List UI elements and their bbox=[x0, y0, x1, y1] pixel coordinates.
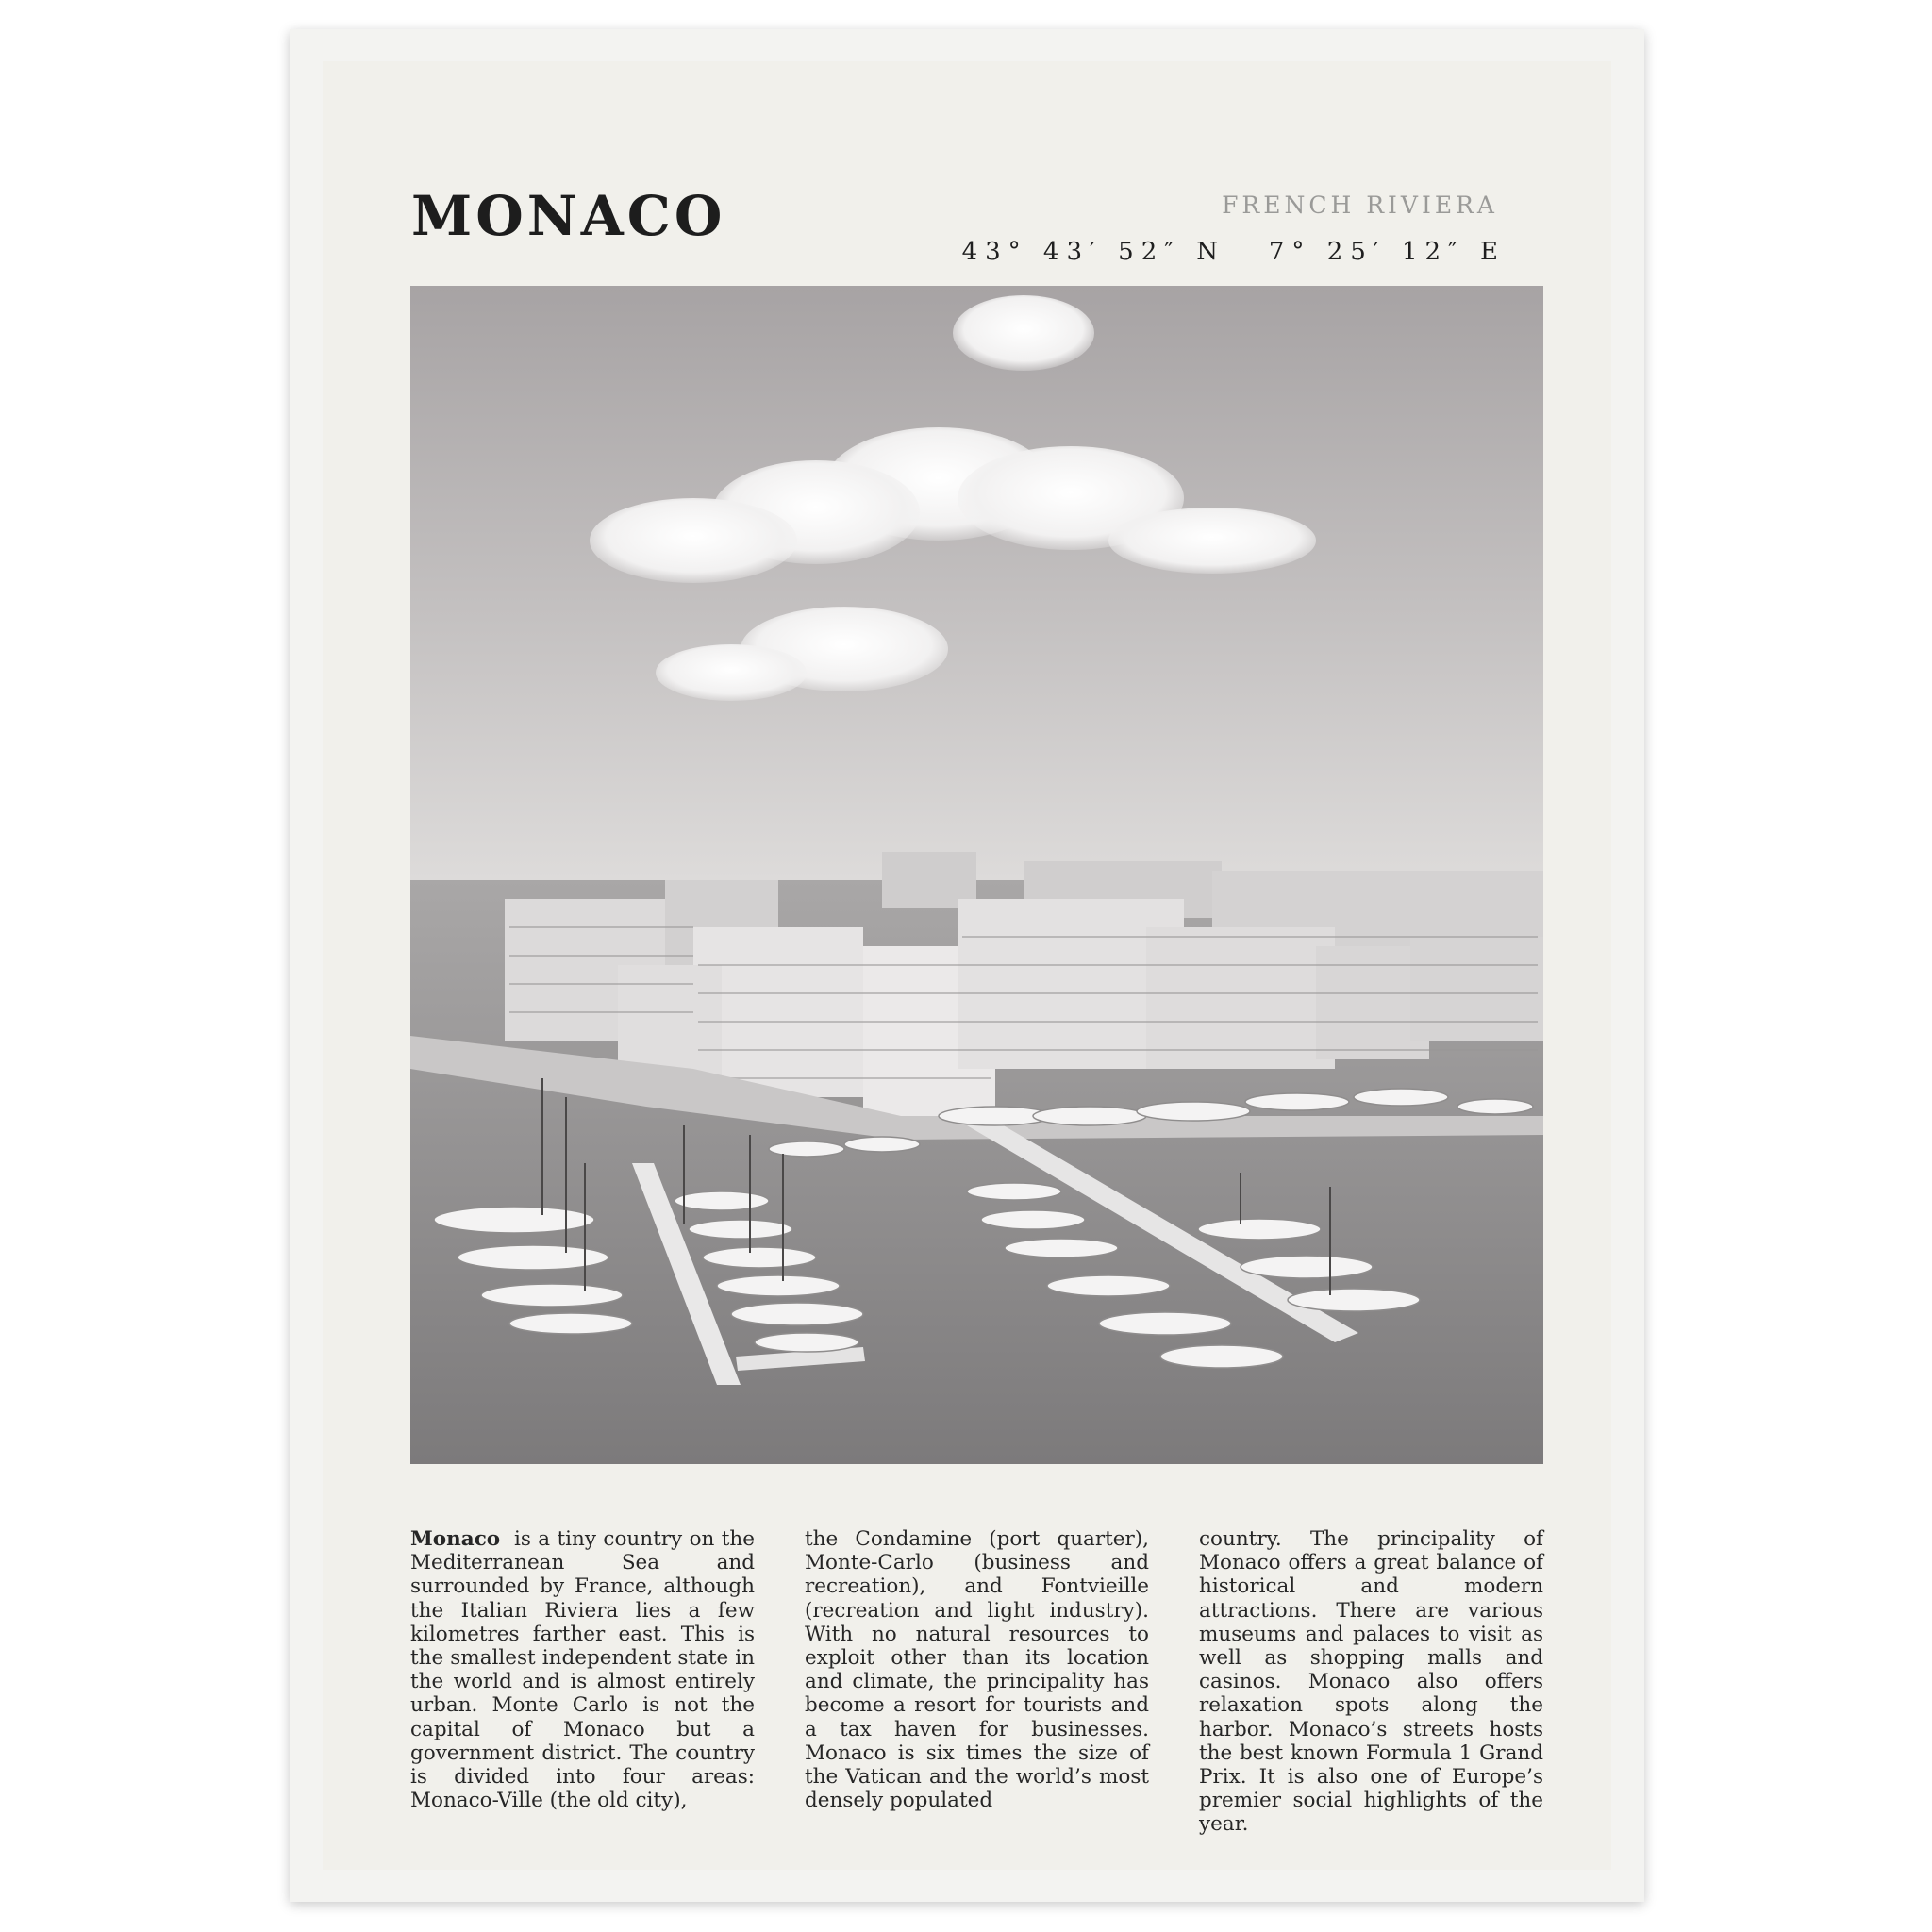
poster-title: MONACO bbox=[411, 184, 726, 248]
description-column-3: country. The principality of Monaco offers a great balance of historical and modern attractions. There are various museums and palaces to visit as well as shopping malls and casinos. Monaco also offers relaxation spots along the harbor. Monaco’s streets hosts the best known Formula 1 Grand Prix. It is also one of Europe’s premier social highlights of the year. bbox=[1199, 1527, 1543, 1837]
region-label: FRENCH RIVIERA bbox=[1222, 192, 1498, 219]
sky bbox=[410, 286, 1543, 890]
poster-frame bbox=[290, 29, 1644, 1902]
poster-paper bbox=[323, 61, 1611, 1870]
harbor-photo-illustration bbox=[410, 286, 1543, 1464]
description-column-1-text: is a tiny country on the Mediterranean Sea and surrounded by France, although the Italian Riviera lies a few kilometres farther east. This is the smallest independent state in the world and is almost entirely urban. Monte Carlo is not the capital of Monaco but a government district. The country is divided into four areas: Monaco-Ville (the old city), bbox=[410, 1527, 756, 1813]
description bbox=[410, 1527, 1543, 1837]
description-lead-word: Monaco bbox=[410, 1527, 501, 1551]
latitude-label: 43° 43′ 52″ N bbox=[961, 238, 1225, 266]
description-column-2: the Condamine (port quarter), Monte-Carlo (business and recreation), and Fontvieille (recreation and light industry). With no natural resources to exploit other than its location and climate, the principality has become a resort for tourists and a tax haven for businesses. Monaco is six times the size of the Vatican and the world’s most densely populated bbox=[805, 1527, 1149, 1813]
description-column-1 bbox=[410, 1527, 755, 1812]
longitude-label: 7° 25′ 12″ E bbox=[1268, 238, 1506, 266]
harbor-photo bbox=[410, 286, 1543, 1464]
